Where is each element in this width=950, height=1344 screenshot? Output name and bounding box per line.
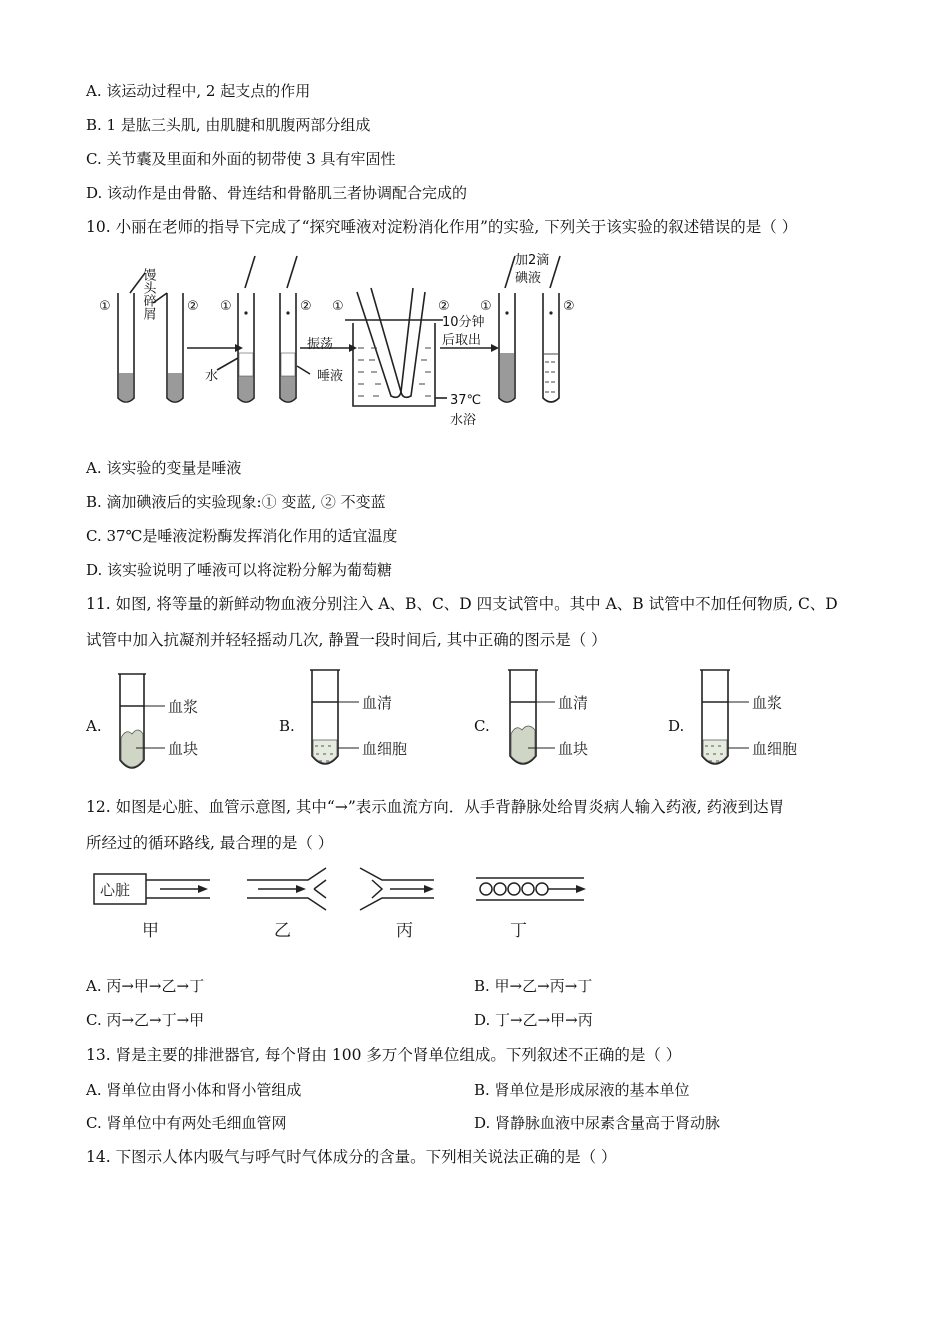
tube-a-figure xyxy=(110,668,220,780)
q10-option-d: D. 该实验说明了唾液可以将淀粉分解为葡萄糖 xyxy=(86,561,393,579)
q9-option-b: B. 1 是肱三头肌, 由肌腱和肌腹两部分组成 xyxy=(86,116,371,134)
fig-label-tube1-stage2: ① xyxy=(220,299,232,314)
q9-option-c: C. 关节囊及里面和外面的韧带使 3 具有牢固性 xyxy=(86,150,396,168)
tube-d-figure xyxy=(692,664,812,776)
tube-d-letter: D. xyxy=(668,717,685,735)
q9-option-a: A. 该运动过程中, 2 起支点的作用 xyxy=(86,82,311,100)
q14-stem: 14. 下图示人体内吸气与呼气时气体成分的含量。下列相关说法正确的是（ ） xyxy=(86,1148,617,1166)
heart-label: 心脏 xyxy=(100,881,131,899)
fig-label-tube2-stage2: ② xyxy=(300,299,312,314)
q13-option-d: D. 肾静脉血液中尿素含量高于肾动脉 xyxy=(474,1114,721,1132)
label-ding: 丁 xyxy=(510,921,527,941)
q12-option-a: A. 丙→甲→乙→丁 xyxy=(86,977,205,995)
q9-option-d: D. 该动作是由骨骼、骨连结和骨骼肌三者协调配合完成的 xyxy=(86,184,468,202)
q13-option-c: C. 肾单位中有两处毛细血管网 xyxy=(86,1114,287,1132)
fig-label-temp: 37℃ xyxy=(450,393,482,408)
fig-label-tube1-final: ① xyxy=(480,299,492,314)
tube-c-top-label: 血清 xyxy=(558,694,589,712)
fig-label-tube2-bath: ② xyxy=(438,299,450,314)
label-yi: 乙 xyxy=(274,921,291,941)
tube-a-bottom-label: 血块 xyxy=(168,740,199,758)
q12-option-d: D. 丁→乙→甲→丙 xyxy=(474,1011,593,1029)
fig-label-mantou: 馒头碎屑 xyxy=(140,268,156,320)
fig-label-iodine1: 加2滴 xyxy=(515,253,550,268)
q12-stem-line2: 所经过的循环路线, 最合理的是（ ） xyxy=(86,834,334,852)
vessel-diagram xyxy=(90,866,600,946)
label-bing: 丙 xyxy=(396,921,413,941)
fig-label-saliva: 唾液 xyxy=(317,369,344,384)
q13-option-a: A. 肾单位由肾小体和肾小管组成 xyxy=(86,1081,302,1099)
q10-option-c: C. 37℃是唾液淀粉酶发挥消化作用的适宜温度 xyxy=(86,527,398,545)
q13-option-b: B. 肾单位是形成尿液的基本单位 xyxy=(474,1081,690,1099)
tube-b-top-label: 血清 xyxy=(362,694,393,712)
fig-label-time2: 后取出 xyxy=(442,333,482,348)
fig-label-tube2: ② xyxy=(187,299,199,314)
saliva-experiment-figure xyxy=(95,248,595,438)
label-jia: 甲 xyxy=(142,921,159,941)
tube-b-letter: B. xyxy=(279,717,295,735)
tube-b-bottom-label: 血细胞 xyxy=(362,740,408,758)
fig-label-tube2-final: ② xyxy=(563,299,575,314)
q12-option-c: C. 丙→乙→丁→甲 xyxy=(86,1011,205,1029)
fig-label-water: 水 xyxy=(205,369,219,384)
q10-stem: 10. 小丽在老师的指导下完成了“探究唾液对淀粉消化作用”的实验, 下列关于该实验的叙述错误的是（ ） xyxy=(86,218,798,236)
q11-stem-line1: 11. 如图, 将等量的新鲜动物血液分别注入 A、B、C、D 四支试管中。其中 A、B 试管中不加任何物质, C、D xyxy=(86,595,838,613)
q10-option-b: B. 滴加碘液后的实验现象:① 变蓝, ② 不变蓝 xyxy=(86,493,386,511)
q11-stem-line2: 试管中加入抗凝剂并轻轻摇动几次, 静置一段时间后, 其中正确的图示是（ ） xyxy=(86,631,607,649)
fig-label-bath: 水浴 xyxy=(450,413,477,428)
fig-label-tube1-bath: ① xyxy=(332,299,344,314)
q10-option-a: A. 该实验的变量是唾液 xyxy=(86,459,242,477)
q12-option-b: B. 甲→乙→丙→丁 xyxy=(474,977,593,995)
q13-stem: 13. 肾是主要的排泄器官, 每个肾由 100 多万个肾单位组成。下列叙述不正确的是（ ） xyxy=(86,1046,682,1064)
fig-label-iodine2: 碘液 xyxy=(515,271,542,286)
fig-label-shake: 振荡 xyxy=(307,337,334,352)
tube-a-top-label: 血浆 xyxy=(168,698,199,716)
tube-c-letter: C. xyxy=(474,717,490,735)
fig-label-tube1: ① xyxy=(99,299,111,314)
tube-d-bottom-label: 血细胞 xyxy=(752,740,798,758)
tube-b-figure xyxy=(302,664,422,776)
fig-label-time1: 10分钟 xyxy=(442,315,485,330)
tube-a-letter: A. xyxy=(86,717,102,735)
tube-c-figure xyxy=(500,664,610,776)
q12-stem-line1: 12. 如图是心脏、血管示意图, 其中“→”表示血流方向．从手背静脉处给胃炎病人输入药液, 药液到达胃 xyxy=(86,798,785,816)
tube-c-bottom-label: 血块 xyxy=(558,740,589,758)
tube-d-top-label: 血浆 xyxy=(752,694,783,712)
